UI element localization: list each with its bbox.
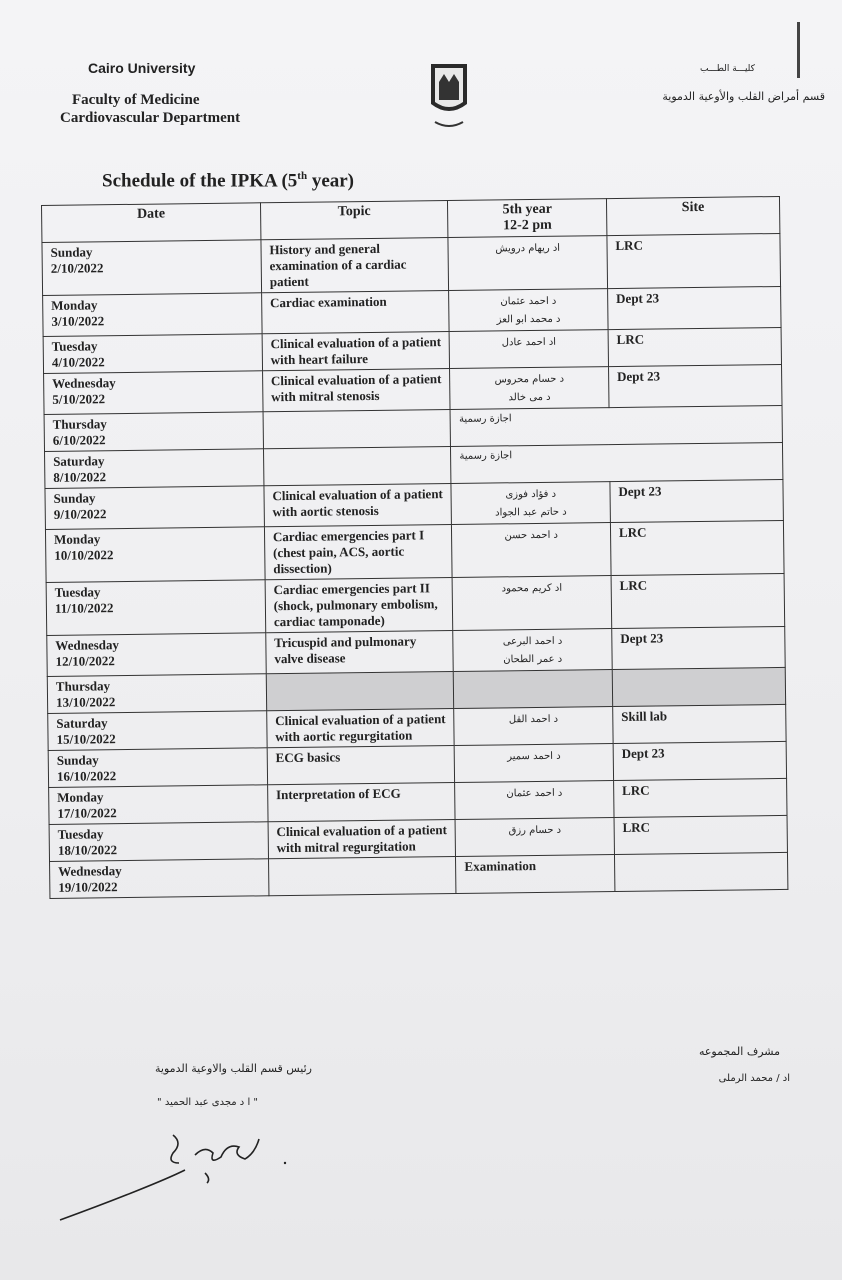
supervisor-title: مشرف المجموعه xyxy=(698,1045,780,1058)
table-row xyxy=(45,520,784,582)
lecturer-cell xyxy=(452,576,611,631)
topic-cell: Clinical evaluation of a patient with mitral stenosis xyxy=(262,369,450,412)
date-cell: Wednesday 12/10/2022 xyxy=(47,633,266,677)
lecturer-cell xyxy=(454,670,613,709)
handwritten-signature xyxy=(55,1115,315,1225)
topic-cell: Cardiac emergencies part I (chest pain, ACS, aortic dissection) xyxy=(264,525,452,580)
site-cell: LRC xyxy=(608,327,782,366)
lecturer-cell xyxy=(455,818,614,857)
date-cell: Tuesday 11/10/2022 xyxy=(46,580,265,636)
lecturer-name: د احمد البرعى xyxy=(502,635,563,648)
date-cell: Saturday 15/10/2022 xyxy=(48,711,267,751)
lecturer-name: د احمد القل xyxy=(508,713,559,726)
lecturer-name: د احمد سمير xyxy=(507,750,561,763)
site-cell: Dept 23 xyxy=(612,626,786,669)
date-cell: Tuesday 18/10/2022 xyxy=(49,822,268,862)
lecturer-cell xyxy=(453,629,612,672)
date-cell: Sunday 2/10/2022 xyxy=(42,240,261,296)
date-cell: Wednesday 19/10/2022 xyxy=(50,859,269,899)
topic-cell: History and general examination of a cardiac patient xyxy=(261,238,449,293)
arabic-department-name: قسم أمراض القلب والأوعية الدموية xyxy=(662,90,825,103)
site-cell: LRC xyxy=(610,520,784,575)
site-cell: Dept 23 xyxy=(608,364,782,407)
topic-cell: Clinical evaluation of a patient with aortic stenosis xyxy=(264,484,452,527)
topic-cell xyxy=(266,671,454,710)
table-row xyxy=(42,233,781,295)
lecturer-name: د فؤاد فوزى xyxy=(505,488,557,501)
lecturer-name: د احمد عثمان xyxy=(506,787,563,800)
lecturer-name: اد كريم محمود xyxy=(501,582,563,595)
head-of-department-title: رئيس قسم القلب والاوعية الدموية xyxy=(155,1062,312,1075)
header-site: Site xyxy=(606,196,780,235)
topic-cell: Clinical evaluation of a patient with aortic regurgitation xyxy=(267,708,455,747)
topic-cell xyxy=(268,856,456,895)
lecturer-cell xyxy=(451,482,610,525)
date-cell: Sunday 9/10/2022 xyxy=(45,486,264,530)
date-cell: Monday 17/10/2022 xyxy=(49,785,268,825)
site-cell: Dept 23 xyxy=(610,479,784,522)
schedule-title: Schedule of the IPKA (5th year) xyxy=(102,170,355,192)
department-name: Cardiovascular Department xyxy=(60,110,241,126)
date-cell: Sunday 16/10/2022 xyxy=(48,748,267,788)
site-cell: Dept 23 xyxy=(607,286,781,329)
lecturer-name: د حاتم عبد الجواد xyxy=(495,506,567,519)
topic-cell: Tricuspid and pulmonary valve disease xyxy=(266,630,454,673)
lecturer-cell xyxy=(452,523,611,578)
lecturer-name: د حسام محروس xyxy=(494,373,565,386)
lecturer-name: د محمد ابو العز xyxy=(496,313,561,326)
topic-cell: Clinical evaluation of a patient with heart failure xyxy=(262,332,450,371)
lecturer-name: د احمد حسن xyxy=(504,529,559,542)
site-cell: Dept 23 xyxy=(613,741,787,780)
site-cell: LRC xyxy=(607,233,781,288)
topic-cell xyxy=(263,447,451,486)
topic-cell: Cardiac examination xyxy=(261,291,449,334)
date-cell: Monday 3/10/2022 xyxy=(43,293,262,337)
date-cell: Tuesday 4/10/2022 xyxy=(43,334,262,374)
topic-cell xyxy=(263,410,451,449)
lecturer-cell xyxy=(455,744,614,783)
topic-cell: Interpretation of ECG xyxy=(267,782,455,821)
lecturer-name: اد احمد عادل xyxy=(501,336,557,349)
faculty-name: Faculty of Medicine xyxy=(72,92,200,108)
university-logo xyxy=(425,60,473,130)
topic-cell: Clinical evaluation of a patient with mitral regurgitation xyxy=(268,819,456,858)
university-name: Cairo University xyxy=(88,60,196,76)
lecturer-name: د حسام رزق xyxy=(508,824,562,837)
schedule-table xyxy=(41,196,788,899)
date-cell: Saturday 8/10/2022 xyxy=(45,449,264,489)
header-lecturer: 5th year 12-2 pm xyxy=(448,199,607,238)
lecturer-name: د احمد عثمان xyxy=(500,295,557,308)
lecturer-name: اد ريهام درويش xyxy=(495,242,561,255)
lecturer-name: د مى خالد xyxy=(508,391,551,404)
lecturer-cell xyxy=(450,367,609,410)
lecturer-cell xyxy=(448,236,607,291)
exam-cell: Examination xyxy=(456,855,615,894)
head-of-department-name: " ا د مجدى عبد الحميد " xyxy=(157,1097,258,1108)
table-row xyxy=(50,852,788,898)
topic-cell: ECG basics xyxy=(267,745,455,784)
header-topic: Topic xyxy=(260,201,448,240)
site-cell: LRC xyxy=(614,815,788,854)
paper-edge xyxy=(797,22,800,78)
date-cell: Wednesday 5/10/2022 xyxy=(44,371,263,415)
lecturer-cell xyxy=(454,707,613,746)
supervisor-name: اد / محمد الرملى xyxy=(718,1073,790,1084)
site-cell: LRC xyxy=(611,573,785,628)
date-cell: Monday 10/10/2022 xyxy=(45,527,264,583)
date-cell: Thursday 6/10/2022 xyxy=(44,412,263,452)
lecturer-cell xyxy=(449,289,608,332)
date-cell: Thursday 13/10/2022 xyxy=(47,674,266,714)
lecturer-cell xyxy=(455,781,614,820)
holiday-note: اجازة رسمية xyxy=(450,405,782,446)
site-cell: Skill lab xyxy=(613,704,787,743)
site-cell: LRC xyxy=(613,778,787,817)
lecturer-name: د عمر الطحان xyxy=(503,653,563,666)
header-date: Date xyxy=(42,203,261,243)
arabic-faculty-name: كليـــة الطـــب xyxy=(700,64,755,74)
topic-cell: Cardiac emergencies part II (shock, pulmonary embolism, cardiac tamponade) xyxy=(265,578,453,633)
site-cell xyxy=(614,852,788,891)
holiday-note: اجازة رسمية xyxy=(451,442,783,483)
lecturer-cell xyxy=(449,330,608,369)
site-cell xyxy=(612,667,786,706)
table-row xyxy=(46,573,785,635)
